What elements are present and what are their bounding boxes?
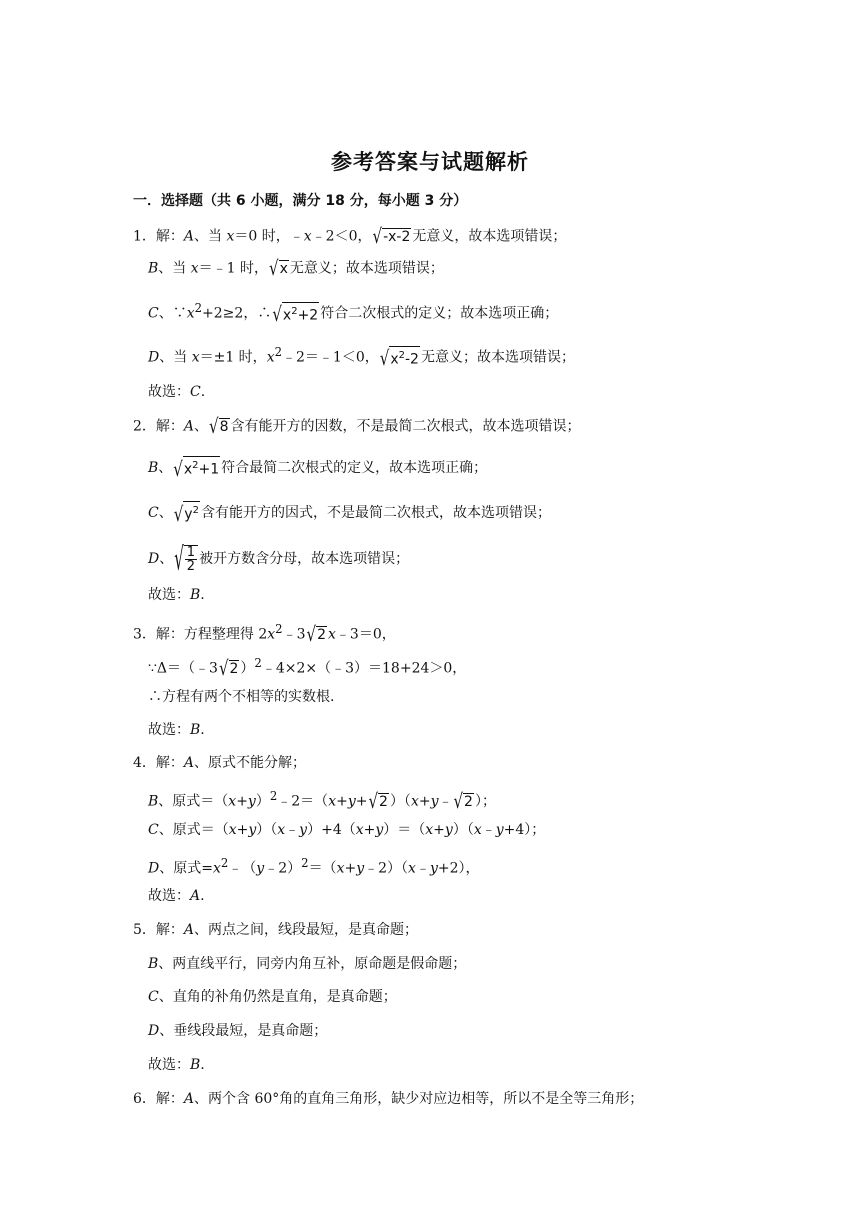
q3-line-2: ∵Δ＝（﹣3√2 ）$^2$﹣4×2×（﹣3）＝18+24＞0，: [148, 656, 467, 681]
q5-line-2: B、两直线平行，同旁内角互补，原命题是假命题；: [148, 956, 467, 972]
q3-line-3: ∴方程有两个不相等的实数根.: [148, 689, 335, 705]
q1-answer: 故选：C.: [148, 384, 206, 400]
q6-line-1: 6．解：A、两个含 60°角的直角三角形，缺少对应边相等，所以不是全等三角形；: [133, 1091, 644, 1107]
q1-line-2: B、当 x＝﹣1 时，√x 无意义；故本选项错误；: [148, 255, 444, 281]
q1-line-1: 1．解：A、当 x＝0 时，﹣x﹣2＜0，√-x-2 无意义，故本选项错误；: [133, 223, 567, 249]
radical: $√y^2$: [173, 501, 199, 526]
radical: √2: [453, 789, 473, 814]
q2-line-2: B、$√x^2+1$ 符合最简二次根式的定义，故本选项正确；: [148, 456, 488, 481]
radical: √2: [368, 789, 388, 814]
q1-line-4: D、当 x＝±1 时，$x^2﹣2=﹣1<0$，$√x^2-2$ 无意义；故本选项错误；: [148, 345, 575, 371]
q5-line-1: 5．解：A、两点之间，线段最短，是真命题；: [133, 922, 419, 938]
radical: $√x^2+2$: [272, 302, 319, 327]
q5-answer: 故选：B.: [148, 1057, 205, 1073]
q2-line-4: D、√ $\frac{1}{2}$ 被开方数含分母，故本选项错误；: [148, 539, 410, 578]
q4-line-1: 4．解：A、原式不能分解；: [133, 755, 307, 771]
radical: $√x^2+1$: [173, 456, 220, 481]
q3-line-1: 3．解：方程整理得 $2x^2﹣3√2$ x﹣3＝0，: [133, 622, 396, 647]
q4-line-3: C、原式＝（x+y）（x﹣y）+4（x+y）＝（x+y）（x﹣y+4）；: [148, 822, 546, 838]
q4-line-2: B、原式$=(x+y)^2﹣2=(x+y+√2$ ）（x+y﹣√2 ）；: [148, 789, 496, 814]
q5-line-3: C、直角的补角仍然是直角，是真命题；: [148, 989, 397, 1005]
radical: √2: [306, 622, 326, 647]
q2-line-3: C、$√y^2$ 含有能开方的因式，不是最简二次根式，故本选项错误；: [148, 501, 551, 526]
radical: √-x-2: [372, 223, 411, 249]
page-title: 参考答案与试题解析: [331, 150, 529, 174]
q1-line-3: C、$\because x^2+2\ge 2$，$\therefore√x^2+2$ 符合二次根式的定义；故本选项正确；: [148, 301, 559, 327]
radical: √ $\frac{1}{2}$: [174, 545, 198, 573]
radical: $√x^2-2$: [379, 346, 419, 371]
radical: √x: [269, 255, 288, 281]
radical: √8: [209, 413, 229, 439]
section-heading: 一．选择题（共 6 小题，满分 18 分，每小题 3 分）: [133, 193, 468, 209]
q2-answer: 故选：B.: [148, 587, 205, 603]
q3-answer: 故选：B.: [148, 722, 205, 738]
q4-answer: 故选：A.: [148, 888, 205, 904]
radical: √2: [218, 656, 239, 681]
q2-line-1: 2．解：A、√8 含有能开方的因数，不是最简二次根式，故本选项错误；: [133, 413, 581, 439]
q5-line-4: D、垂线段最短，是真命题；: [148, 1023, 328, 1039]
q4-line-4: D、原式$=x^2﹣(y﹣2)^2=(x+y﹣2)(x﹣y+2)$，: [148, 856, 480, 877]
